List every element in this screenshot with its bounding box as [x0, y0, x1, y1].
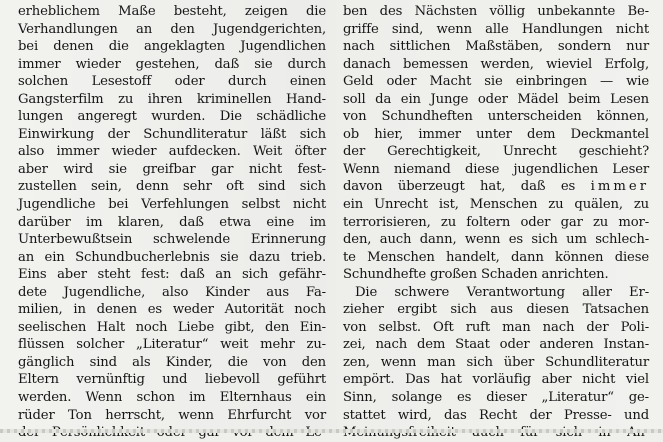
text-line: soll da ein Junge oder Mädel beim Lesen	[343, 91, 649, 107]
text-line: Geld oder Macht sie einbringen — wie	[343, 74, 649, 90]
text-column-right	[343, 3, 649, 442]
text-line: bei denen die angeklagten Jugendlichen	[18, 39, 326, 55]
text-line: von Schundheften unterscheiden können,	[343, 109, 649, 125]
text-line: aber wird sie greifbar gar nicht fest-	[18, 161, 326, 177]
text-line: darüber im klaren, daß etwa eine im	[18, 214, 326, 230]
text-line: Verhandlungen an den Jugendgerichten,	[18, 21, 326, 37]
text-line: stattet wird, das Recht der Presse- und	[343, 407, 649, 423]
page-bottom-edge	[0, 429, 663, 433]
text-line: lungen angeregt wurden. Die schädliche	[18, 109, 326, 125]
text-line: zieher ergibt sich aus diesen Tatsachen	[343, 302, 649, 318]
text-line: rüder Ton herrscht, wenn Ehrfurcht vor	[18, 407, 326, 423]
text-line: immer wieder gestehen, daß sie durch	[18, 56, 326, 72]
text-line: der Gerechtigkeit, Unrecht geschieht?	[343, 144, 649, 160]
text-line: zen, wenn man sich über Schundliteratur	[343, 354, 649, 370]
text-line: milien, in denen es weder Autorität noch	[18, 302, 326, 318]
text-line: Jugendliche bei Verfehlungen selbst nicht	[18, 197, 326, 213]
text-line: Wenn niemand diese jugendlichen Leser	[343, 161, 649, 177]
text-line: flüssen solcher „Literatur“ weit mehr zu-	[18, 337, 326, 353]
text-line: zei, nach dem Staat oder anderen Instan-	[343, 337, 649, 353]
text-line: Gangsterfilm zu ihren kriminellen Hand-	[18, 91, 326, 107]
text-line: werden. Wenn schon im Elternhaus ein	[18, 390, 326, 406]
text-line: seelischen Halt noch Liebe gibt, den Ein-	[18, 319, 326, 335]
text-line: Sinn, solange es dieser „Literatur“ ge-	[343, 390, 649, 406]
text-line: Eins aber steht fest: daß an sich gefähr-	[18, 267, 326, 283]
text-line: den, auch dann, wenn es sich um schlech-	[343, 232, 649, 248]
text-line: an ein Schundbucherlebnis sie dazu trieb.	[18, 249, 326, 265]
text-line: te Menschen handelt, dann können diese	[343, 249, 649, 265]
text-line: ben des Nächsten völlig unbekannte Be-	[343, 4, 649, 19]
text-line: gänglich sind als Kinder, die von den	[18, 354, 326, 370]
text-line: ob hier, immer unter dem Deckmantel	[343, 126, 649, 142]
text-line: danach bemessen werden, wieviel Erfolg,	[343, 56, 649, 72]
emphasized-word: immer	[590, 179, 650, 195]
text-line: empört. Das hat vorläufig aber nicht viel	[343, 372, 649, 388]
text-line: solchen Lesestoff oder durch einen	[18, 74, 326, 90]
text-line: Einwirkung der Schundliteratur läßt sich	[18, 126, 326, 142]
text-line: Schundhefte großen Schaden anrichten.	[343, 267, 609, 283]
text-line: Eltern vernünftig und liebevoll geführt	[18, 372, 326, 388]
text-line: zustellen sein, denn sehr oft sind sich	[18, 179, 326, 195]
text-line: dete Jugendliche, also Kinder aus Fa-	[18, 284, 326, 300]
text-line: erheblichem Maße besteht, zeigen die	[18, 4, 326, 19]
text-line: ein Unrecht ist, Menschen zu quälen, zu	[343, 197, 649, 213]
text-line: Unterbewußtsein schwelende Erinnerung	[18, 232, 326, 248]
text-line: terrorisieren, zu foltern oder gar zu mor-	[343, 214, 649, 230]
text-line: griffe sind, wenn alle Handlungen nicht	[343, 21, 649, 37]
text-line-with-emphasis	[343, 178, 649, 196]
text-line: nach sittlichen Maßstäben, sondern nur	[343, 39, 649, 55]
text-column-left	[18, 3, 326, 442]
text-line: also immer wieder aufdecken. Weit öfter	[18, 144, 326, 160]
text-line: Die schwere Verantwortung aller Er-	[355, 284, 649, 300]
text-fragment: davon überzeugt hat, daß es	[343, 179, 576, 195]
text-line: von selbst. Oft ruft man nach der Poli-	[343, 319, 649, 335]
